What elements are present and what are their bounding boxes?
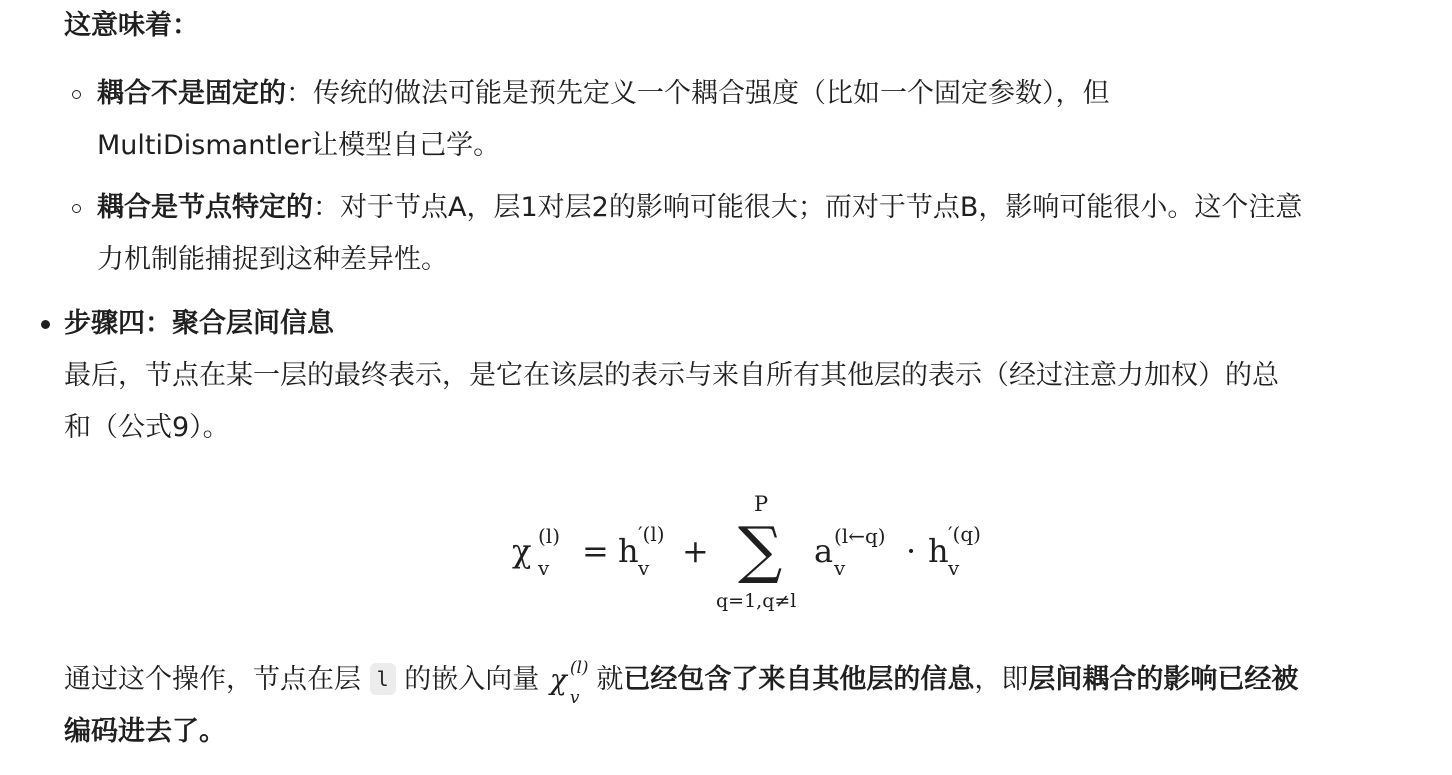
eq-a: a — [814, 532, 834, 570]
sub-item-fixed-line2: MultiDismantler让模型自己学。 — [97, 130, 501, 161]
eq-h2-sup: ′(q) — [948, 522, 981, 546]
conclusion-bold: 层间耦合的影响已经被 — [1028, 664, 1299, 695]
eq-h: h — [618, 532, 639, 570]
inline-chi-sub: v — [569, 688, 580, 708]
inline-chi-sup: (l) — [569, 658, 589, 678]
conclusion-text: 通过这个操作，节点在层 — [64, 664, 361, 695]
eq-dot: · — [906, 532, 917, 570]
eq-chi-sup: (l) — [538, 524, 561, 548]
eq-a-sub: v — [834, 556, 846, 580]
inline-code-l: l — [370, 663, 396, 695]
eq-sum-upper: P — [754, 492, 769, 516]
conclusion-bold: 已经包含了来自其他层的信息 — [623, 664, 975, 695]
eq-chi: χ — [512, 532, 532, 570]
step4-title: 步骤四：聚合层间信息 — [64, 308, 334, 339]
conclusion-text: 就 — [596, 664, 624, 695]
eq-sum-lower: q=1,q≠l — [716, 590, 797, 612]
sub-item-node-text: ：对于节点A，层1对层2的影响可能很大；而对于节点B，影响可能很小。这个注意 — [313, 192, 1303, 223]
eq-sum-sign: ∑ — [738, 513, 783, 586]
step4-line1: 最后，节点在某一层的最终表示，是它在该层的表示与来自所有其他层的表示（经过注意力加权）的总 — [64, 360, 1279, 391]
conclusion-text: ，即 — [974, 664, 1029, 695]
eq-a-sup: (l←q) — [834, 524, 886, 548]
conclusion-text: 的嵌入向量 — [404, 664, 540, 695]
inline-chi: χ — [549, 663, 567, 696]
eq-h-sub: v — [638, 556, 650, 580]
eq-equals: = — [582, 532, 609, 570]
eq-h-sup: ′(l) — [638, 522, 665, 546]
eq-h2-sub: v — [948, 556, 960, 580]
eq-chi-sub: v — [538, 556, 550, 580]
conclusion-line2: 编码进去了。 — [64, 716, 226, 747]
inline-math-chi — [548, 658, 589, 708]
sub-item-fixed-text: ：传统的做法可能是预先定义一个耦合强度（比如一个固定参数），但 — [286, 78, 1110, 109]
step4-line2: 和（公式9）。 — [64, 412, 230, 443]
conclusion-line1 — [64, 658, 1299, 708]
meaning-heading: 这意味着： — [64, 10, 199, 41]
eq-plus: + — [682, 532, 709, 570]
eq-h2: h — [928, 532, 949, 570]
sub-item-fixed-bold: 耦合不是固定的 — [97, 78, 286, 109]
sub-item-node-line2: 力机制能捕捉到这种差异性。 — [97, 244, 448, 275]
sub-item-node-bold: 耦合是节点特定的 — [97, 192, 313, 223]
